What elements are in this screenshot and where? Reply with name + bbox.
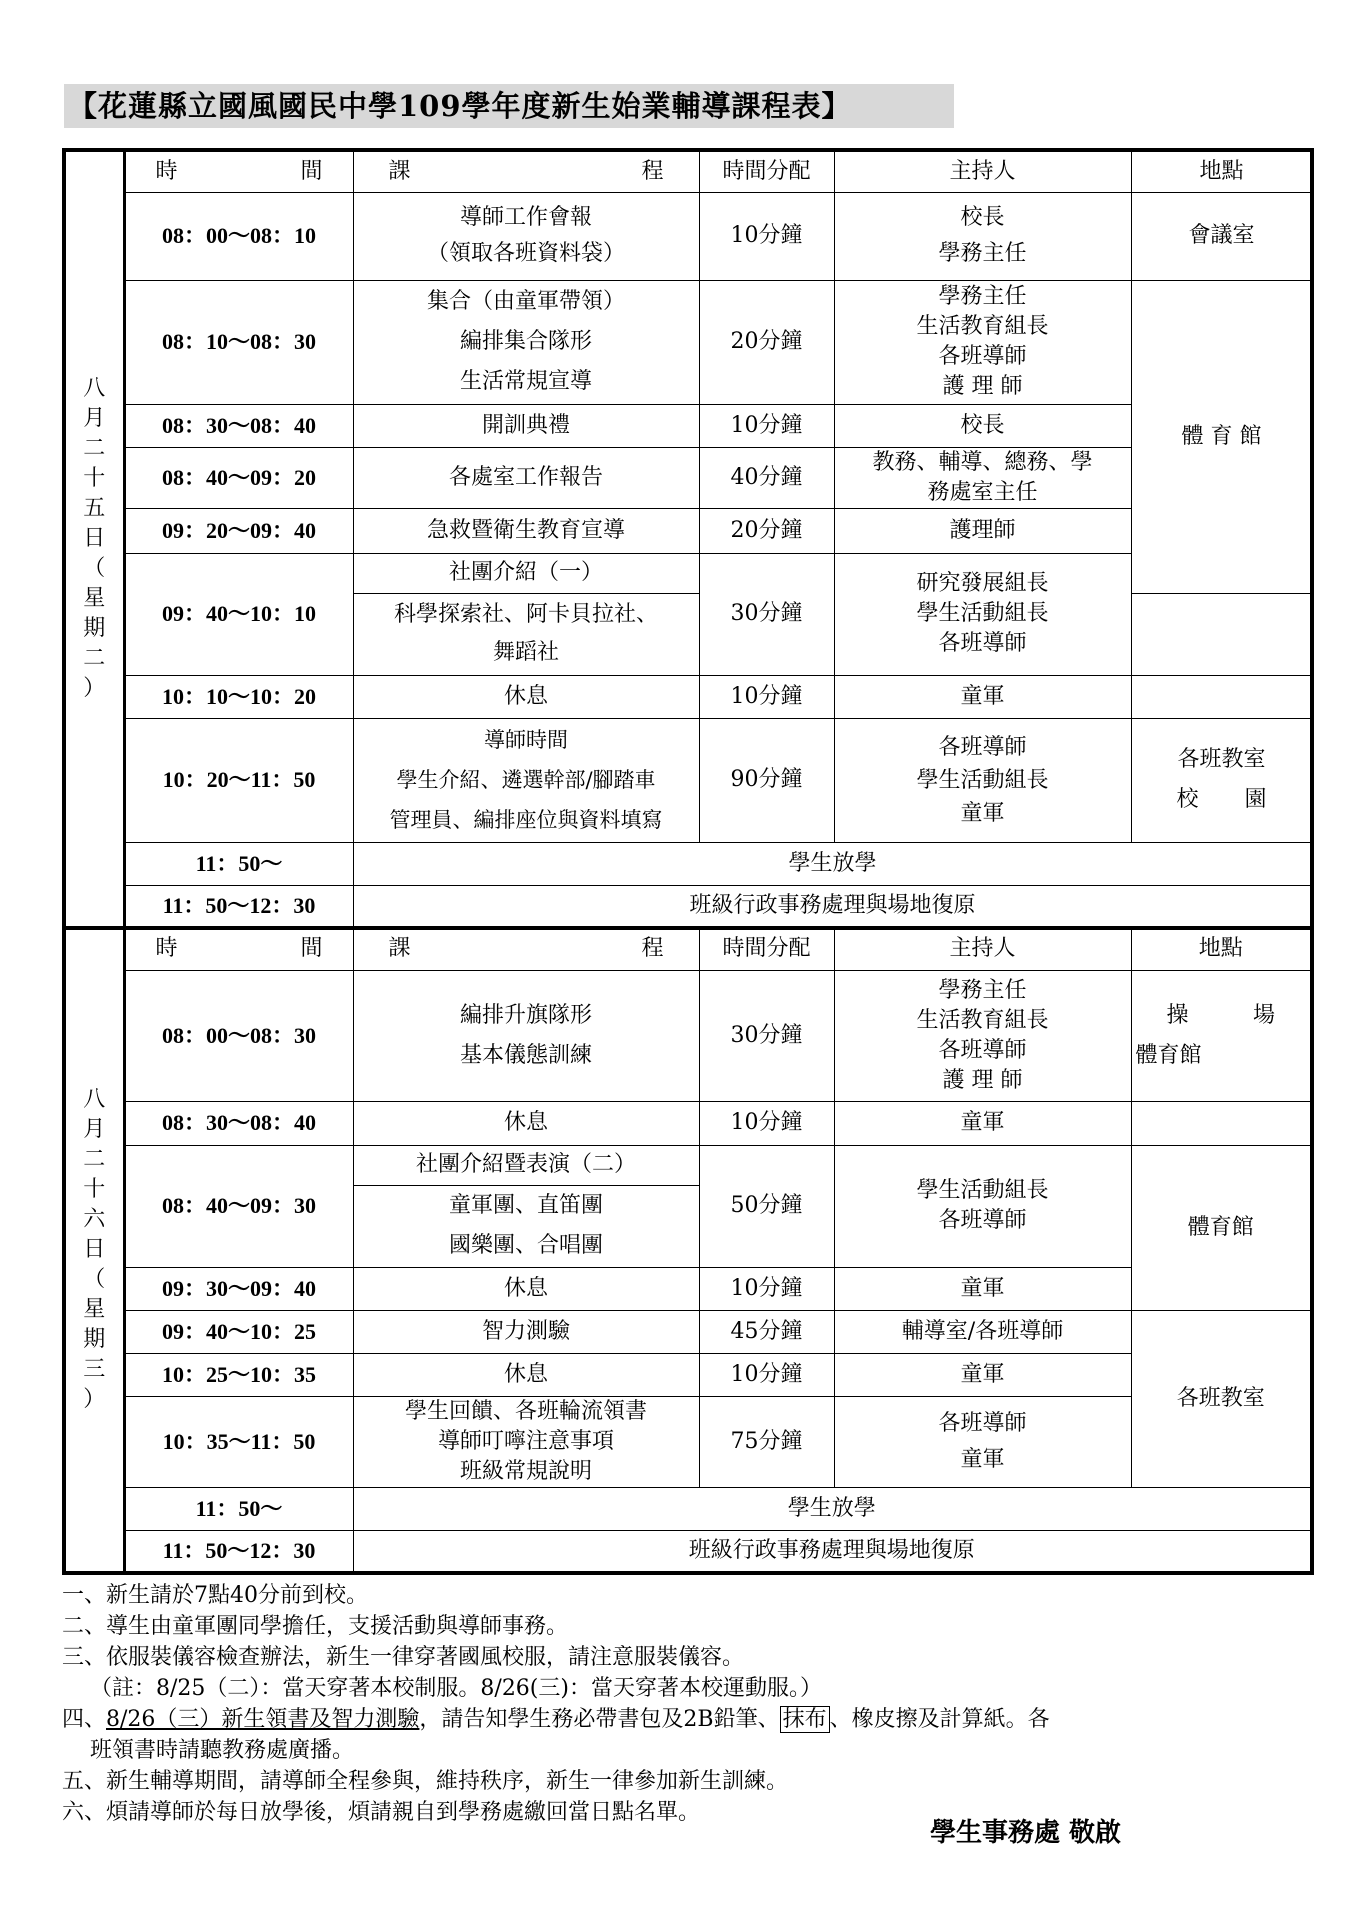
note-1: 一、新生請於7點40分前到校。 (62, 1583, 368, 1608)
header-time: 時 間 (124, 928, 353, 970)
note-3: 三、依服裝儀容檢查辦法，新生一律穿著國風校服，請注意服裝儀容。 (62, 1645, 745, 1670)
table-row: 11：50～ 學生放學 (64, 1487, 1312, 1530)
table-row: 11：50～12：30 班級行政事務處理與場地復原 (64, 885, 1312, 928)
table-row: 08：00～08：30 編排升旗隊形 基本儀態訓練 30分鐘 學務主任 生活教育組長 各班導師 護 理 師 操 場 體育館 (64, 970, 1312, 1101)
header-host: 主持人 (834, 150, 1131, 192)
signature: 學生事務處 敬啟 (930, 1818, 1122, 1848)
table-row: 10：25～10：35 休息 10分鐘 童軍 (64, 1353, 1312, 1396)
table-header-row (64, 150, 1312, 192)
location-cell: 各班教室 校 園 (1131, 718, 1312, 842)
note-5: 五、新生輔導期間，請導師全程參與，維持秩序，新生一律參加新生訓練。 (62, 1769, 789, 1794)
table-row: 08：30～08：40 開訓典禮 10分鐘 校長 (64, 404, 1312, 447)
header-course: 課 程 (353, 150, 699, 192)
header-time: 時 間 (124, 150, 353, 192)
header-course: 課 程 (353, 928, 699, 970)
table-row: 08：40～09：30 社團介紹暨表演（二） 50分鐘 學生活動組長 各班導師 體育館 (64, 1145, 1312, 1185)
location-cell: 操 場 體育館 (1131, 970, 1312, 1101)
table-row: 10：35～11：50 學生回饋、各班輪流領書 導師叮嚀注意事項 班級常規說明 75分鐘 各班導師 童軍 (64, 1396, 1312, 1487)
notes-section (62, 1580, 1322, 1828)
table-row: 09：20～09：40 急救暨衛生教育宣導 20分鐘 護理師 (64, 508, 1312, 553)
day2-label: 八 月 二 十 六 日 （ 星 期 三 ） (64, 928, 124, 1573)
table-row: 08：10～08：30 集合（由童軍帶領） 編排集合隊形 生活常規宣導 20分鐘 學務主任 生活教育組長 各班導師 護 理 師 體 育 館 (64, 280, 1312, 404)
page-title: 【花蓮縣立國風國民中學109學年度新生始業輔導課程表】 (64, 84, 954, 128)
note-6: 六、煩請導師於每日放學後，煩請親自到學務處繳回當日點名單。 (62, 1800, 701, 1825)
table-row: 09：40～10：25 智力測驗 45分鐘 輔導室/各班導師 各班教室 (64, 1310, 1312, 1353)
table-row: 11：50～12：30 班級行政事務處理與場地復原 (64, 1530, 1312, 1573)
table-row: 10：20～11：50 導師時間 學生介紹、遴選幹部/腳踏車 管理員、編排座位與資料填寫 90分鐘 各班導師 學生活動組長 童軍 各班教室 校 園 (64, 718, 1312, 842)
note-4-cont: 班領書時請聽教務處廣播。 (90, 1738, 355, 1763)
table-row: 科學探索社、阿卡貝拉社、 舞蹈社 (64, 593, 1312, 675)
table-row: 08：00～08：10 導師工作會報 （領取各班資料袋） 10分鐘 校長 學務主任 會議室 (64, 192, 1312, 280)
note-4: 四、8/26（三）新生領書及智力測驗，請告知學生務必帶書包及2B鉛筆、 抹布 、橡皮擦及計算紙。各 (62, 1707, 1050, 1732)
table-row: 童軍團、直笛團 國樂團、合唱團 (64, 1185, 1312, 1267)
day1-label: 八 月 二 十 五 日 （ 星 期 二 ） (64, 150, 124, 928)
table-row: 10：10～10：20 休息 10分鐘 童軍 (64, 675, 1312, 718)
table-row: 11：50～ 學生放學 (64, 842, 1312, 885)
note-3-remark: （註：8/25（二）：當天穿著本校制服。8/26(三)：當天穿著本校運動服。） (90, 1676, 822, 1701)
location-cell: 會議室 (1131, 192, 1312, 280)
table-row: 08：30～08：40 休息 10分鐘 童軍 (64, 1101, 1312, 1145)
table-row: 09：30～09：40 休息 10分鐘 童軍 (64, 1267, 1312, 1310)
table-header-row: 八 月 二 十 六 日 （ 星 期 三 ） 時 間 課 程 時間分配 主持人 地點 (64, 928, 1312, 970)
schedule-table-day2 (62, 927, 1314, 1575)
location-cell: 體育館 (1131, 1145, 1312, 1310)
header-location: 地點 (1131, 150, 1312, 192)
location-cell: 體 育 館 (1131, 280, 1312, 593)
header-duration: 時間分配 (699, 150, 834, 192)
location-cell: 各班教室 (1131, 1310, 1312, 1487)
schedule-table-day1 (62, 148, 1314, 930)
table-row: 09：40～10：10 社團介紹（一） 30分鐘 研究發展組長 學生活動組長 各班導師 (64, 553, 1312, 593)
table-row: 08：40～09：20 各處室工作報告 40分鐘 教務、輔導、總務、學 務處室主任 (64, 447, 1312, 508)
note-2: 二、導生由童軍團同學擔任，支援活動與導師事務。 (62, 1614, 569, 1639)
